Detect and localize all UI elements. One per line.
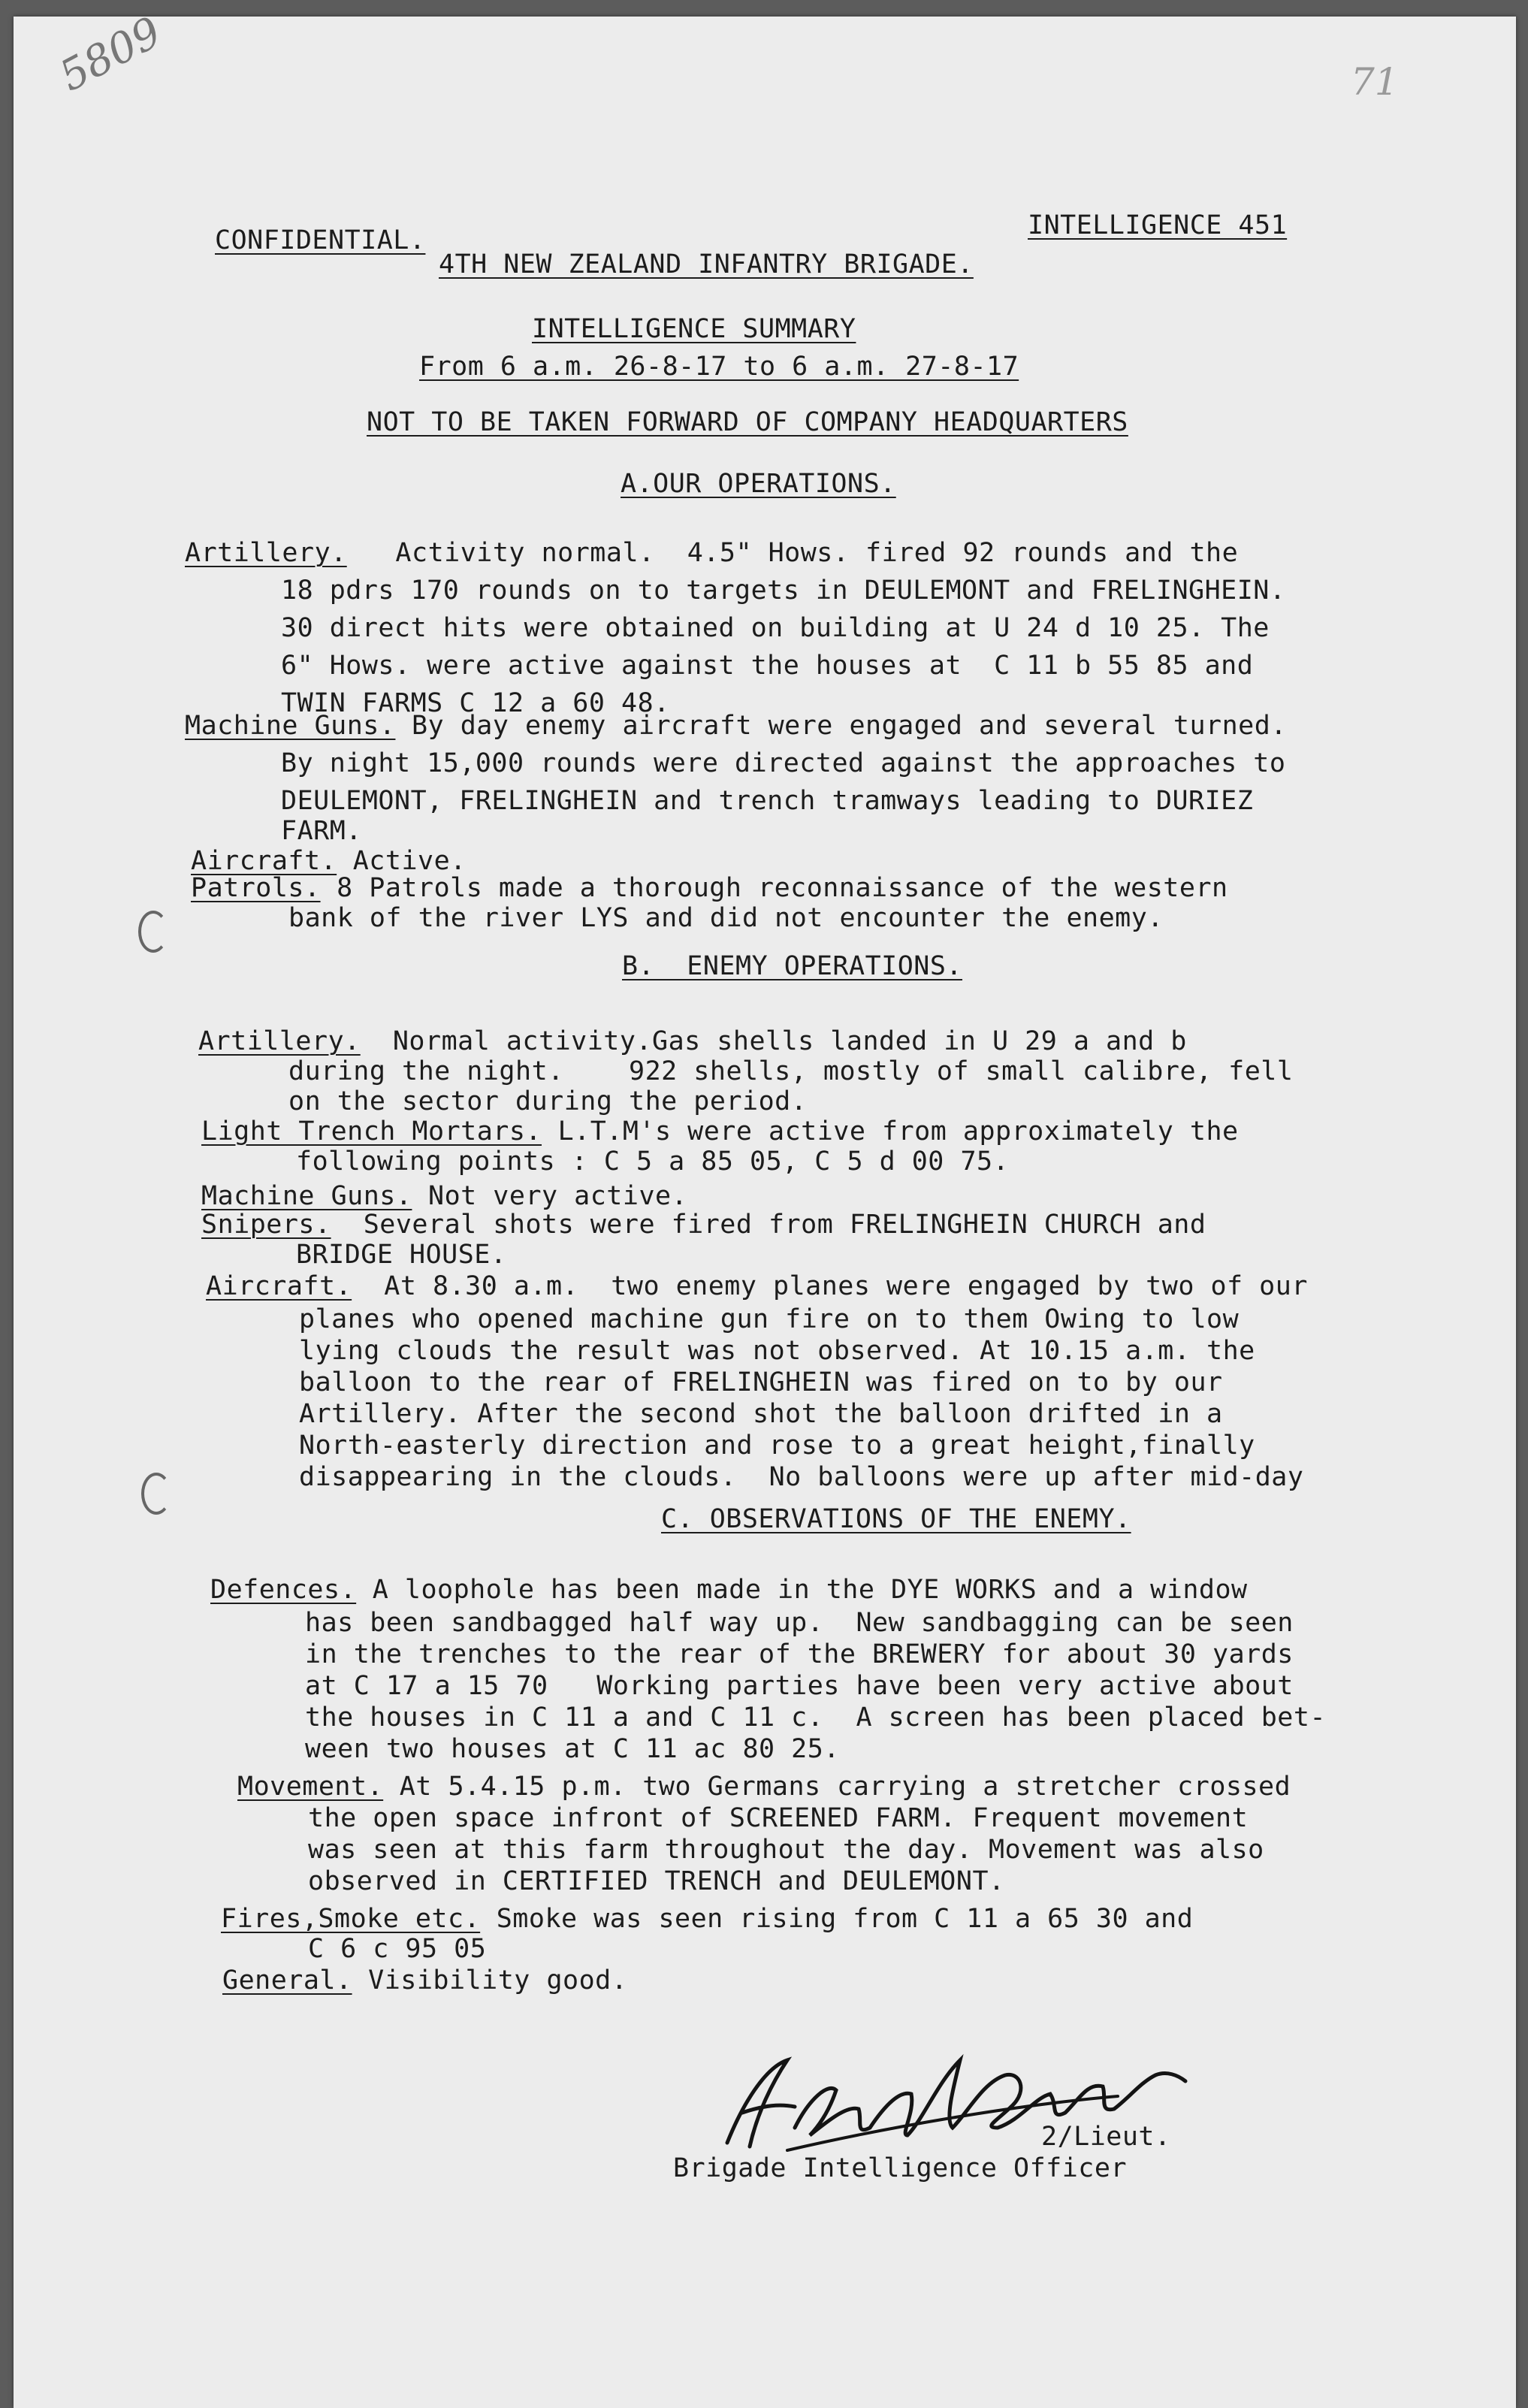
paragraph-line: At 5.4.15 p.m. two Germans carrying a stretcher crossed	[383, 1772, 1291, 1802]
paragraph-line: was seen at this farm throughout the day. Movement was also	[308, 1835, 1264, 1865]
paragraph-line: the houses in C 11 a and C 11 c. A screen has been placed bet-	[305, 1703, 1327, 1733]
paragraph-label: Defences.	[210, 1575, 357, 1605]
paragraph-label: Machine Guns.	[185, 711, 396, 741]
paragraph-line: during the night. 922 shells, mostly of small calibre, fell	[288, 1056, 1294, 1086]
paragraph-line: Normal activity.Gas shells landed in U 29 a and b	[360, 1026, 1187, 1056]
paragraph-line: the open space infront of SCREENED FARM. Frequent movement	[308, 1803, 1249, 1833]
paragraph-label: Aircraft.	[206, 1271, 352, 1301]
confidential-stamp: CONFIDENTIAL.	[215, 225, 426, 255]
paragraph-line: lying clouds the result was not observed. At 10.15 a.m. the	[299, 1336, 1255, 1366]
punch-hole	[138, 911, 168, 953]
paragraph-line: By day enemy aircraft were engaged and several turned.	[395, 711, 1287, 741]
paragraph-line: planes who opened machine gun fire on to them Owing to low	[299, 1304, 1240, 1334]
paragraph-line: C 6 c 95 05	[308, 1934, 487, 1964]
paragraph-line: disappearing in the clouds. No balloons were up after mid-day	[299, 1462, 1304, 1492]
paragraph-label: Aircraft.	[191, 846, 337, 876]
paragraph-label: Artillery.	[198, 1026, 361, 1056]
section-a-heading: A.OUR OPERATIONS.	[621, 469, 896, 499]
signatory-title: Brigade Intelligence Officer	[673, 2153, 1128, 2183]
signatory-rank: 2/Lieut.	[1041, 2122, 1171, 2152]
paragraph-line: A loophole has been made in the DYE WORKS and a window	[356, 1575, 1248, 1605]
paragraph-line: 18 pdrs 170 rounds on to targets in DEULEMONT and FRELINGHEIN.	[281, 576, 1286, 606]
general-paragraph	[222, 1965, 627, 1996]
distribution-restriction: NOT TO BE TAKEN FORWARD OF COMPANY HEADQUARTERS	[367, 407, 1128, 437]
page-number-annotation: 71	[1351, 60, 1399, 104]
paragraph-label: Artillery.	[185, 538, 347, 568]
paragraph-line: Visibility good.	[352, 1965, 628, 1996]
paragraph-line: L.T.M's were active from approximately the	[542, 1116, 1239, 1147]
section-c-heading: C. OBSERVATIONS OF THE ENEMY.	[661, 1504, 1131, 1534]
paragraph-label: Movement.	[237, 1772, 384, 1802]
paragraph-line: BRIDGE HOUSE.	[296, 1240, 507, 1270]
paragraph-line: at C 17 a 15 70 Working parties have been very active about	[305, 1671, 1294, 1701]
report-period: From 6 a.m. 26-8-17 to 6 a.m. 27-8-17	[419, 352, 1019, 382]
paragraph-line: Several shots were fired from FRELINGHEIN CHURCH and	[331, 1210, 1206, 1240]
summary-title: INTELLIGENCE SUMMARY	[532, 314, 856, 344]
svg-text:Eharple Gardner: Eharple Gardner	[697, 2015, 705, 2016]
document-page	[14, 8, 1516, 2408]
paragraph-line: By night 15,000 rounds were directed against the approaches to	[281, 748, 1286, 778]
paragraph-line: in the trenches to the rear of the BREWERY for about 30 yards	[305, 1639, 1294, 1669]
paragraph-line: ween two houses at C 11 ac 80 25.	[305, 1734, 840, 1764]
paragraph-line: Artillery. After the second shot the balloon drifted in a	[299, 1399, 1223, 1429]
intelligence-number: INTELLIGENCE 451	[1028, 210, 1288, 240]
paragraph-line: has been sandbagged half way up. New sandbagging can be seen	[305, 1608, 1294, 1638]
paragraph-line: North-easterly direction and rose to a great height,finally	[299, 1431, 1255, 1461]
paragraph-label: General.	[222, 1965, 352, 1996]
paragraph-line: 30 direct hits were obtained on building at U 24 d 10 25. The	[281, 613, 1270, 643]
our-aircraft-paragraph	[191, 846, 467, 876]
paragraph-line: on the sector during the period.	[288, 1086, 808, 1116]
paragraph-line: Not very active.	[412, 1181, 688, 1211]
paragraph-label: Light Trench Mortars.	[201, 1116, 542, 1147]
section-b-heading: B. ENEMY OPERATIONS.	[622, 951, 963, 981]
paragraph-line: bank of the river LYS and did not encounter the enemy.	[288, 903, 1164, 933]
paragraph-line: Active.	[337, 846, 467, 876]
paragraph-line: FARM.	[281, 816, 362, 846]
paragraph-label: Patrols.	[191, 873, 321, 903]
brigade-name: 4TH NEW ZEALAND INFANTRY BRIGADE.	[439, 249, 974, 279]
paragraph-label: Machine Guns.	[201, 1181, 412, 1211]
paragraph-line: observed in CERTIFIED TRENCH and DEULEMONT.	[308, 1866, 1005, 1896]
paragraph-line: Smoke was seen rising from C 11 a 65 30 and	[480, 1904, 1194, 1934]
paragraph-line: following points : C 5 a 85 05, C 5 d 00 75.	[296, 1147, 1010, 1177]
archive-number-annotation: 5809	[52, 8, 170, 101]
paragraph-label: Snipers.	[201, 1210, 331, 1240]
punch-hole	[141, 1473, 171, 1515]
paragraph-line: Activity normal. 4.5" Hows. fired 92 rounds and the	[346, 538, 1239, 568]
paragraph-line: 6" Hows. were active against the houses at C 11 b 55 85 and	[281, 651, 1254, 681]
paragraph-line: DEULEMONT, FRELINGHEIN and trench tramways leading to DURIEZ	[281, 786, 1254, 816]
paragraph-line: TWIN FARMS C 12 a 60 48.	[281, 688, 670, 718]
paragraph-line: balloon to the rear of FRELINGHEIN was fired on to by our	[299, 1367, 1223, 1397]
paragraph-line: 8 Patrols made a thorough reconnaissance of the western	[320, 873, 1228, 903]
paragraph-label: Fires,Smoke etc.	[221, 1904, 481, 1934]
enemy-machine-guns-paragraph	[201, 1181, 687, 1211]
paragraph-line: At 8.30 a.m. two enemy planes were engaged by two of our	[352, 1271, 1308, 1301]
